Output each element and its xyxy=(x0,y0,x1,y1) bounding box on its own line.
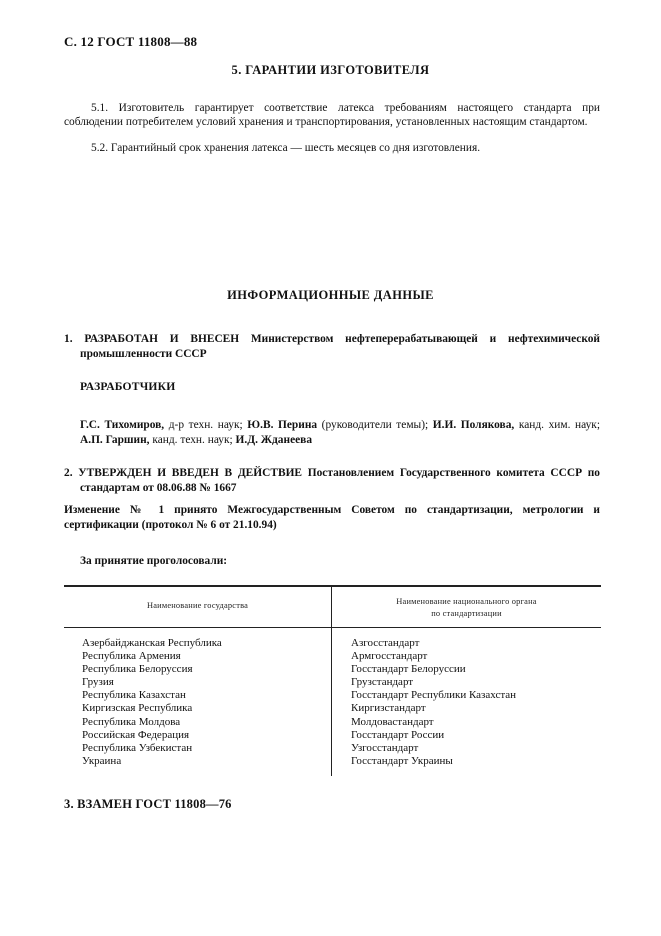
state-item: Азербайджанская Республика xyxy=(82,637,222,649)
table-top-rule xyxy=(64,585,601,587)
info-item-3 xyxy=(64,797,232,812)
body-item: Молдовастандарт xyxy=(351,715,434,728)
item-3-number: 3. xyxy=(64,797,74,811)
state-item: Киргизская Республика xyxy=(82,702,193,715)
states-list xyxy=(82,637,222,768)
developer-role: канд. хим. наук; xyxy=(514,419,600,431)
state-item: Республика Белоруссия xyxy=(82,663,193,676)
developer-role: д-р техн. наук; xyxy=(164,419,248,431)
table-header-rule xyxy=(64,627,601,628)
body-item: Киргизстандарт xyxy=(351,702,426,715)
developer-name: И.И. Полякова, xyxy=(432,419,515,431)
item-1-lead: РАЗРАБОТАН И ВНЕСЕН xyxy=(84,333,240,345)
state-item: Российская Федерация xyxy=(82,728,190,741)
item-2-lead: УТВЕРЖДЕН И ВВЕДЕН В ДЕЙСТВИЕ xyxy=(78,467,303,479)
page-header: С. 12 ГОСТ 11808—88 xyxy=(64,34,198,49)
item-1-text: Министерством нефтеперерабатывающей и нефтехимической промышленности СССР xyxy=(80,333,600,360)
developers-heading: РАЗРАБОТЧИКИ xyxy=(80,380,176,393)
developer-name: И.Д. Жданеева xyxy=(235,434,313,446)
bodies-list xyxy=(351,637,516,768)
paragraph-5-2: 5.2. Гарантийный срок хранения латекса — шесть месяцев со дня изготовления. xyxy=(91,142,481,154)
info-title: ИНФОРМАЦИОННЫЕ ДАННЫЕ xyxy=(227,288,434,302)
body-item: Госстандарт Республики Казахстан xyxy=(351,689,517,702)
voted-heading: За принятие проголосовали: xyxy=(80,555,228,567)
body-item: Узгосстандарт xyxy=(351,741,419,754)
body-item: Госстандарт Белоруссии xyxy=(351,663,466,676)
developer-name: А.П. Гаршин, xyxy=(80,434,150,446)
table-header-body xyxy=(332,596,601,620)
body-item: Госстандарт Украины xyxy=(351,754,453,767)
developer-role: (руководители темы); xyxy=(317,419,433,431)
developer-name: Г.С. Тихомиров, xyxy=(80,419,165,431)
paragraph-5-1: 5.1. Изготовитель гарантирует соответствие латекса требованиям настоящего стандарта при соблюдении потребителем условий хранения и транспортирования, установленных настоящим стандартом. xyxy=(64,102,600,129)
item-2-number: 2. xyxy=(64,467,73,479)
table-header-state: Наименование государства xyxy=(146,601,249,610)
body-item: Азгосстандарт xyxy=(351,637,420,649)
state-item: Грузия xyxy=(82,676,114,689)
state-item: Республика Узбекистан xyxy=(82,741,193,754)
table-header-body-line-1: Наименование национального органа xyxy=(396,597,537,606)
developer-role: канд. техн. наук; xyxy=(149,434,236,446)
amendment-note: Изменение № 1 принято Межгосударственным Советом по стандартизации, метрологии и сертификации (протокол № 6 от 21.10.94) xyxy=(64,504,600,531)
body-item: Госстандарт России xyxy=(351,728,445,741)
table-header-body-line-2: по стандартизации xyxy=(431,609,502,618)
item-3-text: ВЗАМЕН ГОСТ 11808—76 xyxy=(77,797,232,811)
item-1-number: 1. xyxy=(64,333,73,345)
item-2-text: Постановлением Государственного комитета СССР по стандартам от 08.06.88 № 1667 xyxy=(80,467,600,494)
info-item-2 xyxy=(64,466,600,496)
developers-list xyxy=(80,418,600,448)
state-item: Республика Казахстан xyxy=(82,689,186,702)
body-item: Грузстандарт xyxy=(351,676,414,689)
info-item-1 xyxy=(64,332,600,362)
state-item: Украина xyxy=(82,754,122,767)
state-item: Республика Молдова xyxy=(82,715,181,728)
state-item: Республика Армения xyxy=(82,650,181,663)
body-item: Армгосстандарт xyxy=(351,650,428,663)
section-5-title: 5. ГАРАНТИИ ИЗГОТОВИТЕЛЯ xyxy=(231,63,430,77)
developer-name: Ю.В. Перина xyxy=(247,419,318,431)
